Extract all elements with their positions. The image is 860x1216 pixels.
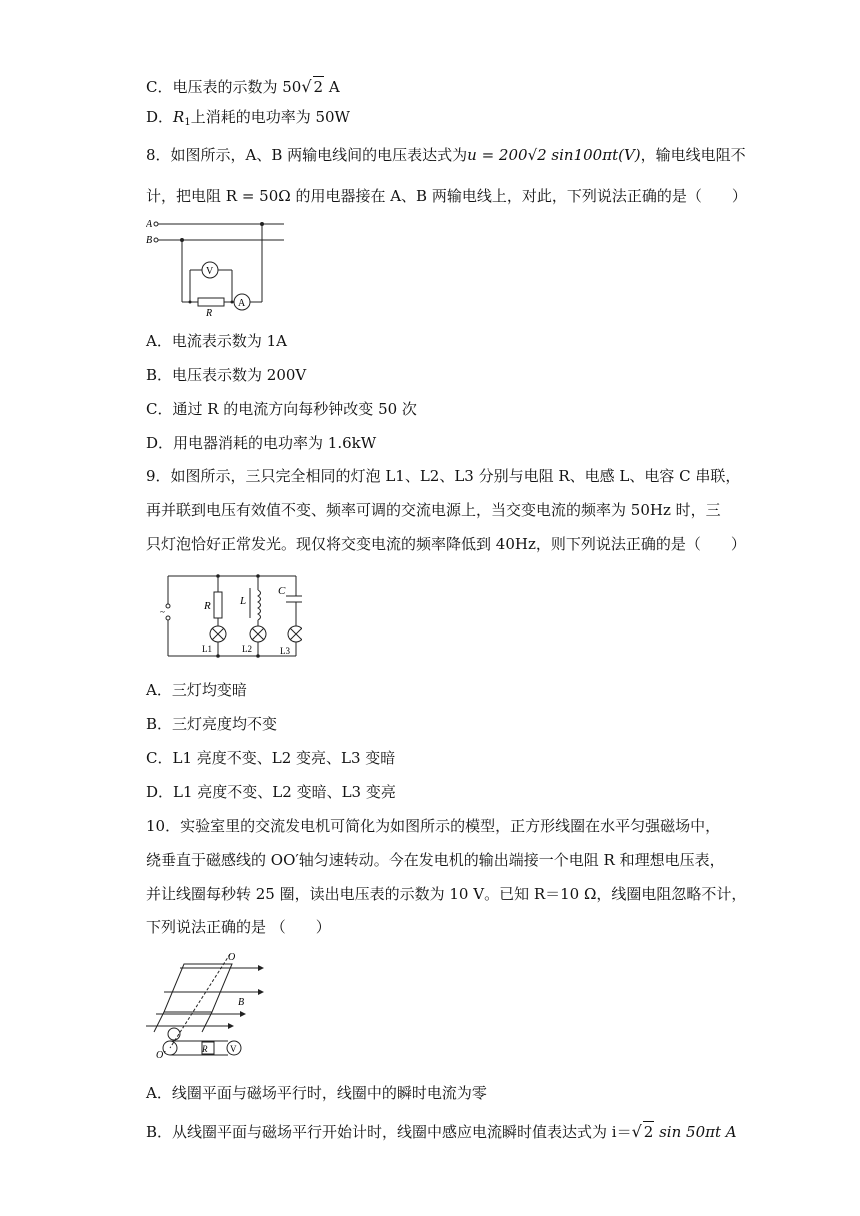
lamp-l2-label: L2 xyxy=(242,644,252,654)
q8-stem-line-1 xyxy=(146,145,746,165)
q7-option-c-unit: A xyxy=(324,78,340,96)
capacitor-label: C xyxy=(278,585,286,597)
q9-stem-line-1: 9．如图所示，三只完全相同的灯泡 L1、L2、L3 分别与电阻 R、电感 L、电容 C 串联， xyxy=(146,467,741,485)
q9-option-c: C．L1 亮度不变、L2 变亮、L3 变暗 xyxy=(146,749,396,767)
inductor-label: L xyxy=(240,595,247,607)
q10-stem-line-3: 并让线圈每秒转 25 圈，读出电压表的示数为 10 V。已知 R＝10 Ω，线圈电阻忽略不计， xyxy=(146,885,747,903)
q7-option-d xyxy=(146,107,350,133)
q9-option-d: D．L1 亮度不变、L2 变暗、L3 变亮 xyxy=(146,783,396,801)
q9-option-b: B．三灯亮度均不变 xyxy=(146,715,278,733)
q8-stem-line-2: 计，把电阻 R = 50Ω 的用电器接在 A、B 两输电线上，对此，下列说法正确的是（ ） xyxy=(146,187,747,205)
voltmeter-label: V xyxy=(230,1044,237,1054)
q9-option-a: A．三灯均变暗 xyxy=(146,681,247,699)
q10-option-a: A．线圈平面与磁场平行时，线圈中的瞬时电流为零 xyxy=(146,1084,487,1102)
q10-option-b xyxy=(146,1121,737,1142)
subscript: 1 xyxy=(184,117,191,128)
voltmeter-label: V xyxy=(206,266,214,277)
axis-o-prime-label: O′ xyxy=(156,1050,166,1060)
ammeter-label: A xyxy=(238,298,246,309)
q10-stem-line-1: 10．实验室里的交流发电机可简化为如图所示的模型，正方形线圈在水平匀强磁场中， xyxy=(146,817,721,835)
q8-option-c: C．通过 R 的电流方向每秒钟改变 50 次 xyxy=(146,400,417,418)
q8-option-a: A．电流表示数为 1A xyxy=(146,332,287,350)
q9-stem-line-3: 只灯泡恰好正常发光。现仅将交变电流的频率降低到 40Hz，则下列说法正确的是（ ） xyxy=(146,535,746,553)
q8-stem-suffix: ，输电线电阻不 xyxy=(640,146,746,164)
q8-stem-prefix: 8．如图所示，A、B 两输电线间的电压表达式为 xyxy=(146,146,468,164)
sqrt-sign: √ xyxy=(631,1122,642,1141)
sqrt-sign: √ xyxy=(301,77,312,96)
resistor-label: R xyxy=(204,600,211,612)
field-b-label: B xyxy=(238,997,245,1008)
sqrt-value: 2 xyxy=(313,78,324,96)
q8-voltage-formula: u = 200√2 sin100πt(V) xyxy=(467,146,641,164)
axis-o-label: O xyxy=(228,952,236,963)
lamp-l1-label: L1 xyxy=(202,644,212,654)
resistor-symbol: R xyxy=(173,108,185,126)
q10-option-b-text: B．从线圈平面与磁场平行开始计时，线圈中感应电流瞬时值表达式为 i＝ xyxy=(146,1123,632,1141)
q10-stem-line-2: 绕垂直于磁感线的 OO′轴匀速转动。今在发电机的输出端接一个电阻 R 和理想电压表， xyxy=(146,851,725,869)
resistor-label: R xyxy=(202,1044,208,1054)
q8-circuit-diagram xyxy=(146,212,290,318)
q7-option-c xyxy=(146,76,340,97)
label-b: B xyxy=(146,235,153,246)
q10-generator-diagram xyxy=(140,948,270,1060)
sqrt-value: 2 xyxy=(643,1123,654,1141)
q9-stem-line-2: 再并联到电压有效值不变、频率可调的交流电源上，当交变电流的频率为 50Hz 时，三 xyxy=(146,501,721,519)
ac-source-symbol: ~ xyxy=(160,607,165,617)
q8-option-b: B．电压表示数为 200V xyxy=(146,366,307,384)
q7-option-d-label: D． xyxy=(146,108,174,126)
q10-option-b-formula: sin 50πt A xyxy=(654,1123,737,1141)
q9-circuit-diagram xyxy=(154,568,302,660)
q10-stem-line-4: 下列说法正确的是 （ ） xyxy=(146,918,331,936)
q7-option-d-text: 上消耗的电功率为 50W xyxy=(190,108,350,126)
q8-option-d: D．用电器消耗的电功率为 1.6kW xyxy=(146,434,377,452)
q7-option-c-text: C．电压表的示数为 50 xyxy=(146,78,302,96)
label-a: A xyxy=(146,219,153,230)
resistor-label: R xyxy=(206,308,213,318)
lamp-l3-label: L3 xyxy=(280,646,290,656)
